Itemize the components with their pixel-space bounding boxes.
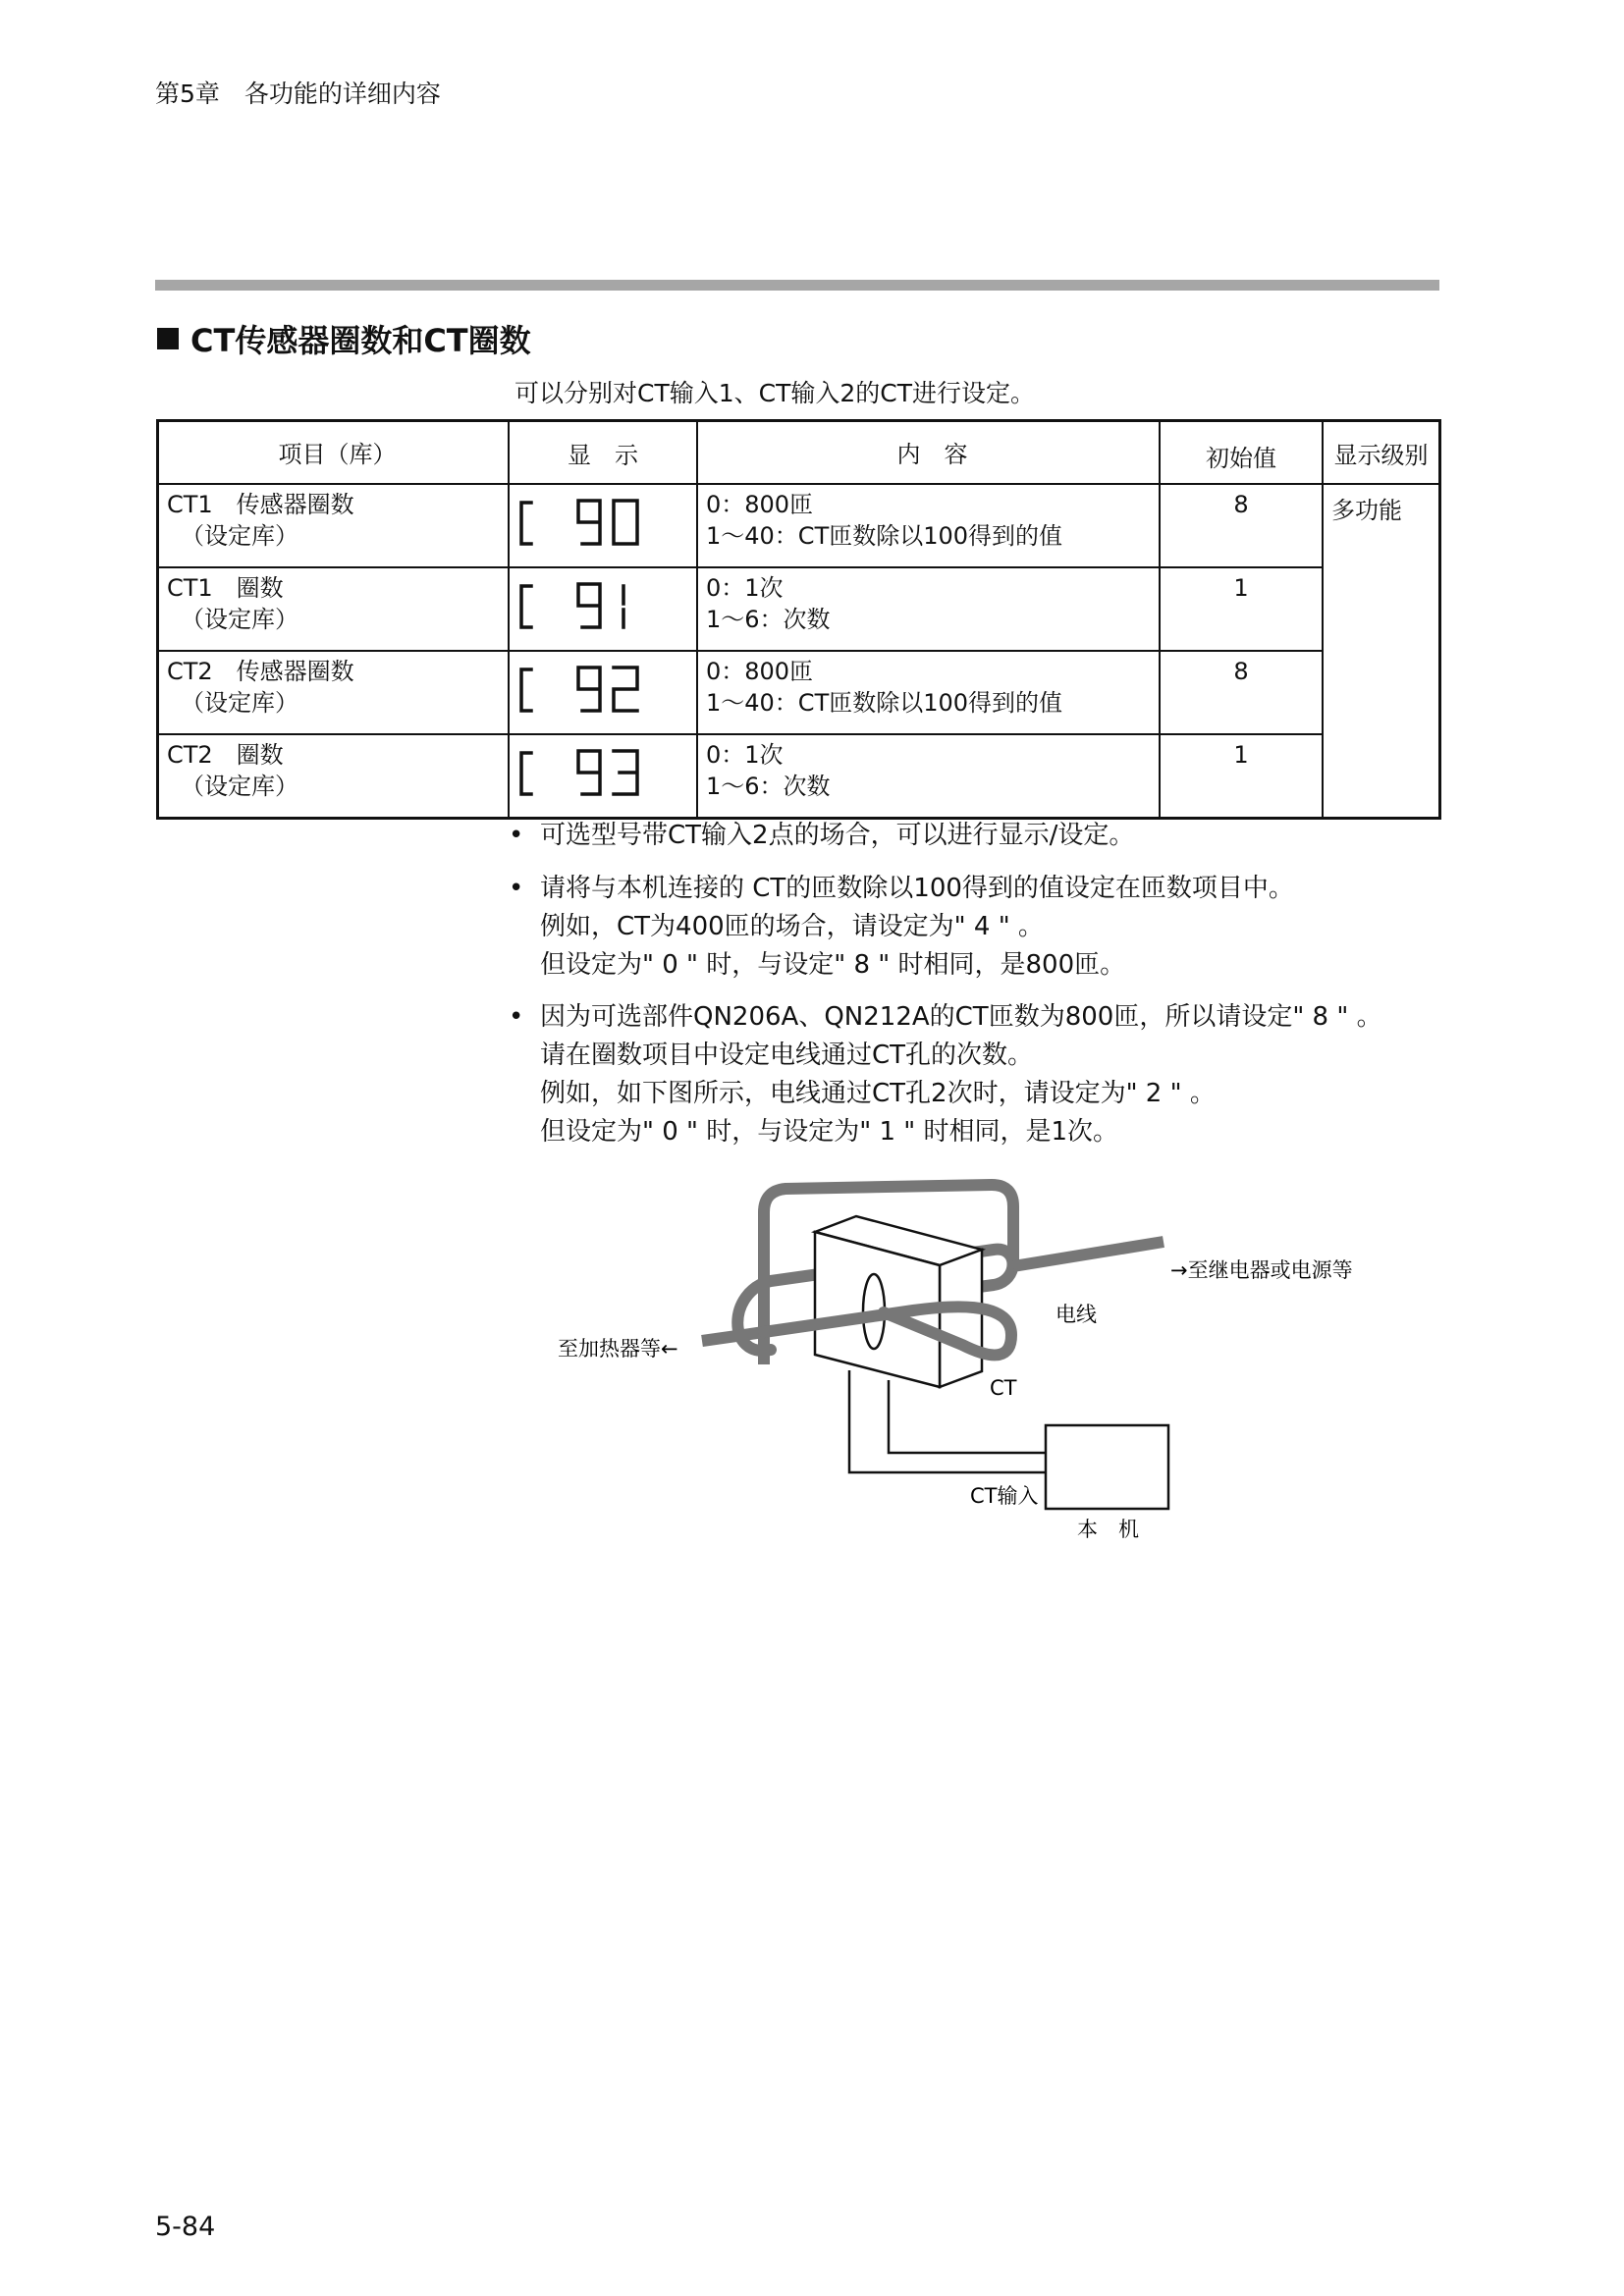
note-line: 可选型号带CT输入2点的场合，可以进行显示/设定。: [540, 821, 1135, 850]
content-cell: [697, 651, 1160, 734]
chapter-header: 第5章 各功能的详细内容: [155, 80, 441, 108]
ct-lead-2: [889, 1380, 1046, 1453]
content-cell: [697, 734, 1160, 819]
content-line: 0：1次: [706, 574, 784, 602]
initial-value: 1: [1160, 567, 1323, 651]
note-line: 例如，如下图所示，电线通过CT孔2次时，请设定为" 2 " 。: [540, 1079, 1216, 1108]
bullet-icon: •: [509, 1002, 524, 1032]
square-bullet-icon: [157, 328, 179, 349]
display-cell: [509, 734, 697, 819]
content-cell: [697, 484, 1160, 567]
segment-display-icon: [517, 495, 645, 550]
note-line: 请在圈数项目中设定电线通过CT孔的次数。: [540, 1041, 1034, 1070]
bullet-icon: •: [509, 821, 524, 850]
item-bank: （设定库）: [181, 522, 298, 550]
item-bank: （设定库）: [181, 689, 298, 717]
display-level: 多功能: [1323, 484, 1440, 819]
header-display: 显 示: [509, 421, 697, 485]
note-item: [509, 870, 1294, 985]
content-cell: [697, 567, 1160, 651]
content-line: 1～40：CT匝数除以100得到的值: [706, 689, 1063, 717]
header-initial: 初始值: [1160, 421, 1323, 485]
segment-display-icon: [517, 578, 645, 633]
section-divider: [155, 280, 1439, 291]
item-bank: （设定库）: [181, 606, 298, 633]
label-ct-input: CT输入: [970, 1484, 1039, 1508]
item-cell: [158, 567, 510, 651]
content-line: 1～40：CT匝数除以100得到的值: [706, 522, 1063, 550]
note-item: [509, 998, 1382, 1151]
note-line: 因为可选部件QN206A、QN212A的CT匝数为800匝，所以请设定" 8 " 。: [540, 1002, 1382, 1032]
content-line: 0：800匝: [706, 491, 814, 518]
item-name: CT2 传感器圈数: [167, 658, 354, 685]
segment-display-icon: [517, 745, 645, 800]
note-line: 但设定为" 0 " 时，与设定" 8 " 时相同，是800匝。: [540, 950, 1126, 980]
item-name: CT2 圈数: [167, 741, 284, 769]
item-cell: [158, 484, 510, 567]
content-line: 1～6：次数: [706, 606, 831, 633]
initial-value: 1: [1160, 734, 1323, 819]
segment-display-icon: [517, 662, 645, 717]
header-item: 项目（库）: [158, 421, 510, 485]
note-line: 例如，CT为400匝的场合，请设定为" 4 " 。: [540, 912, 1044, 941]
table-row: [158, 567, 1440, 651]
settings-table: [156, 419, 1441, 820]
note-item: [509, 817, 1134, 855]
table-row: [158, 734, 1440, 819]
section-title: CT传感器圈数和CT圈数: [190, 322, 531, 359]
initial-value: 8: [1160, 484, 1323, 567]
header-content: 内 容: [697, 421, 1160, 485]
display-cell: [509, 484, 697, 567]
item-bank: （设定库）: [181, 773, 298, 800]
section-heading: [157, 316, 531, 361]
display-cell: [509, 567, 697, 651]
unit-box: [1046, 1425, 1168, 1509]
content-line: 0：800匝: [706, 658, 814, 685]
label-unit: 本 机: [1077, 1518, 1139, 1541]
initial-value: 8: [1160, 651, 1323, 734]
label-to-relay: →至继电器或电源等: [1170, 1258, 1353, 1282]
bullet-icon: •: [509, 874, 524, 903]
page-number: 5-84: [155, 2212, 216, 2242]
wire-to-relay: [1013, 1242, 1164, 1266]
item-name: CT1 传感器圈数: [167, 491, 354, 518]
label-ct: CT: [990, 1376, 1017, 1400]
item-name: CT1 圈数: [167, 574, 284, 602]
content-line: 0：1次: [706, 741, 784, 769]
label-wire: 电线: [1056, 1303, 1097, 1326]
content-line: 1～6：次数: [706, 773, 831, 800]
ct-wiring-diagram: [550, 1173, 1384, 1566]
item-cell: [158, 651, 510, 734]
note-line: 但设定为" 0 " 时，与设定为" 1 " 时相同，是1次。: [540, 1117, 1119, 1147]
header-level: 显示级别: [1323, 421, 1440, 485]
label-to-heater: 至加热器等←: [558, 1337, 678, 1361]
table-row: [158, 651, 1440, 734]
section-intro: 可以分别对CT输入1、CT输入2的CT进行设定。: [514, 379, 1035, 407]
wire-to-heater: [702, 1332, 764, 1341]
table-header-row: [158, 421, 1440, 485]
note-line: 请将与本机连接的 CT的匝数除以100得到的值设定在匝数项目中。: [540, 874, 1294, 903]
display-cell: [509, 651, 697, 734]
item-cell: [158, 734, 510, 819]
table-row: [158, 484, 1440, 567]
